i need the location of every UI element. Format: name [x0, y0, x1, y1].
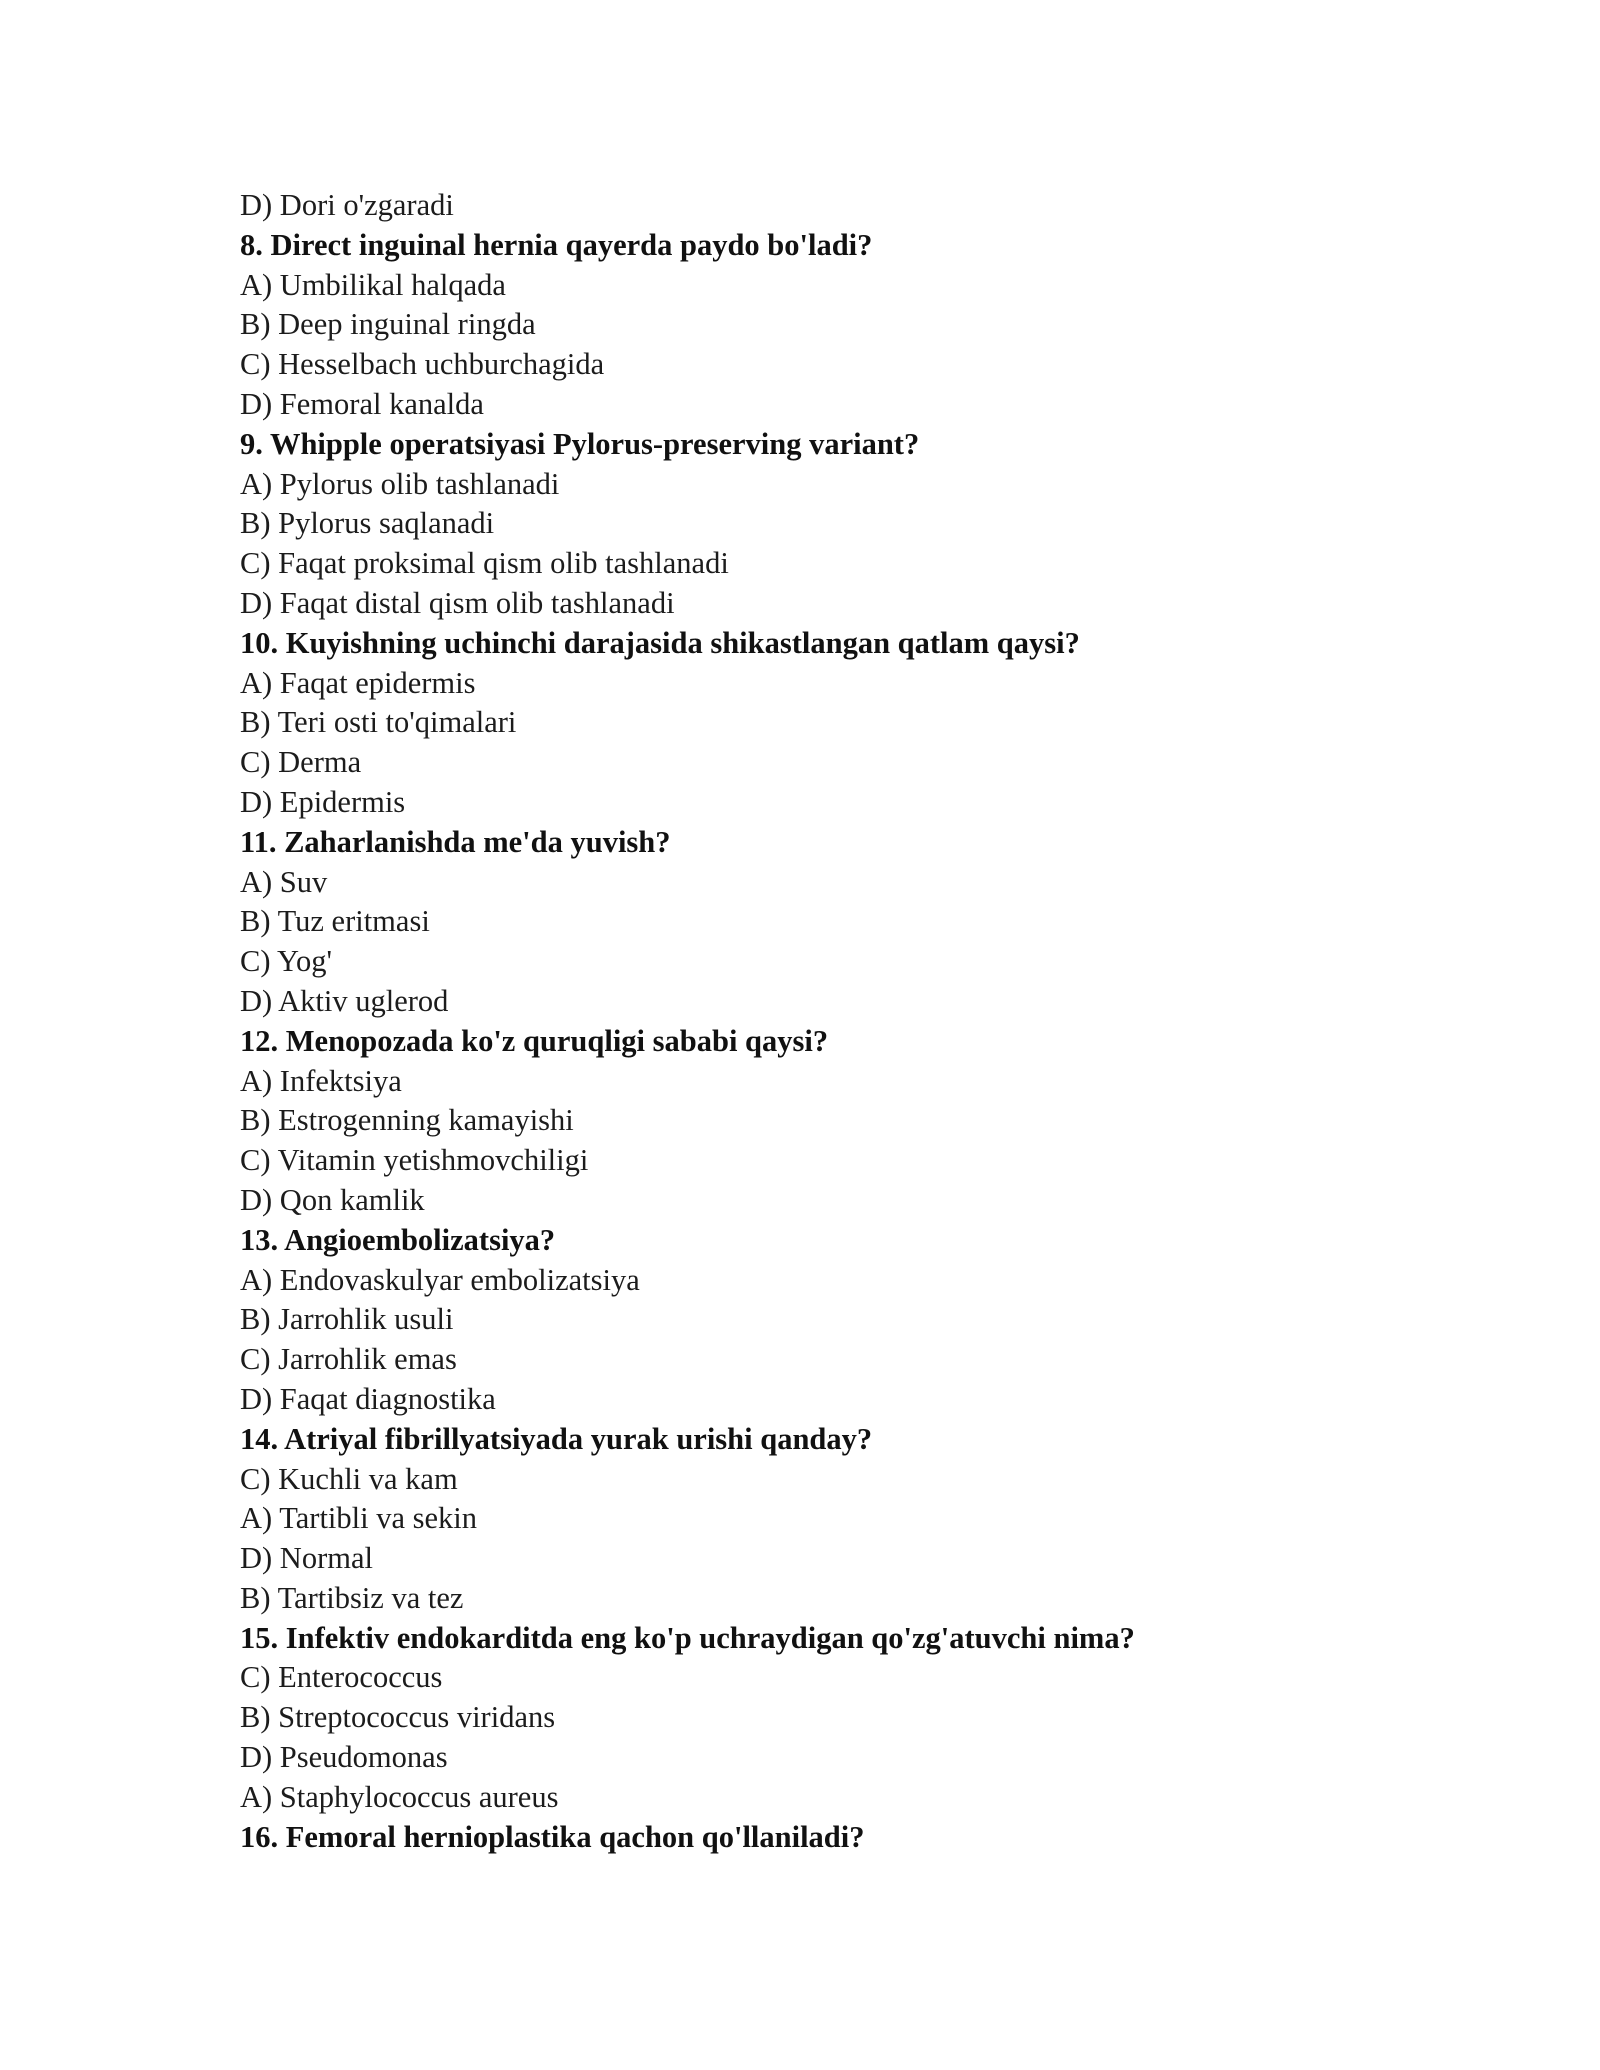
- option-line: A) Faqat epidermis: [240, 665, 476, 700]
- option-line: C) Hesselbach uchburchagida: [240, 347, 605, 382]
- question-line: 14. Atriyal fibrillyatsiyada yurak urishi qanday?: [240, 1421, 873, 1456]
- question-line: 16. Femoral hernioplastika qachon qo'llaniladi?: [240, 1819, 865, 1854]
- question-line: 15. Infektiv endokarditda eng ko'p uchraydigan qo'zg'atuvchi nima?: [240, 1620, 1135, 1655]
- option-line: B) Teri osti to'qimalari: [240, 705, 517, 740]
- option-line: C) Enterococcus: [240, 1660, 443, 1695]
- option-line: A) Umbilikal halqada: [240, 267, 506, 302]
- question-line: 11. Zaharlanishda me'da yuvish?: [240, 824, 671, 859]
- option-line: A) Suv: [240, 864, 328, 899]
- option-line: C) Kuchli va kam: [240, 1461, 458, 1496]
- option-line: B) Estrogenning kamayishi: [240, 1103, 574, 1138]
- option-line: D) Pseudomonas: [240, 1740, 448, 1775]
- option-line: C) Vitamin yetishmovchiligi: [240, 1143, 589, 1178]
- option-line: D) Qon kamlik: [240, 1182, 425, 1217]
- option-line: A) Pylorus olib tashlanadi: [240, 466, 560, 501]
- option-line: B) Jarrohlik usuli: [240, 1302, 454, 1337]
- option-line: C) Derma: [240, 745, 362, 780]
- option-line: A) Tartibli va sekin: [240, 1501, 478, 1536]
- option-line: C) Jarrohlik emas: [240, 1342, 457, 1377]
- option-line: B) Streptococcus viridans: [240, 1700, 556, 1735]
- option-line: B) Tartibsiz va tez: [240, 1580, 464, 1615]
- question-line: 10. Kuyishning uchinchi darajasida shikastlangan qatlam qaysi?: [240, 625, 1080, 660]
- option-line: A) Staphylococcus aureus: [240, 1779, 559, 1814]
- option-line: D) Aktiv uglerod: [240, 983, 449, 1018]
- option-line: D) Dori o'zgaradi: [240, 188, 454, 222]
- option-line: D) Normal: [240, 1541, 373, 1576]
- option-line: D) Femoral kanalda: [240, 386, 484, 421]
- option-line: A) Endovaskulyar embolizatsiya: [240, 1262, 640, 1297]
- option-line: B) Pylorus saqlanadi: [240, 506, 495, 541]
- option-line: C) Yog': [240, 944, 332, 979]
- option-line: B) Tuz eritmasi: [240, 904, 430, 939]
- option-line: D) Epidermis: [240, 784, 406, 819]
- option-line: C) Faqat proksimal qism olib tashlanadi: [240, 546, 729, 581]
- quiz-content: [240, 186, 1440, 1857]
- question-line: 8. Direct inguinal hernia qayerda paydo bo'ladi?: [240, 227, 873, 262]
- option-line: D) Faqat distal qism olib tashlanadi: [240, 585, 675, 620]
- option-line: A) Infektsiya: [240, 1063, 402, 1098]
- question-line: 9. Whipple operatsiyasi Pylorus-preserving variant?: [240, 426, 920, 461]
- option-line: B) Deep inguinal ringda: [240, 307, 536, 342]
- option-line: D) Faqat diagnostika: [240, 1381, 496, 1416]
- question-line: 12. Menopozada ko'z quruqligi sababi qaysi?: [240, 1023, 829, 1058]
- question-line: 13. Angioembolizatsiya?: [240, 1222, 556, 1257]
